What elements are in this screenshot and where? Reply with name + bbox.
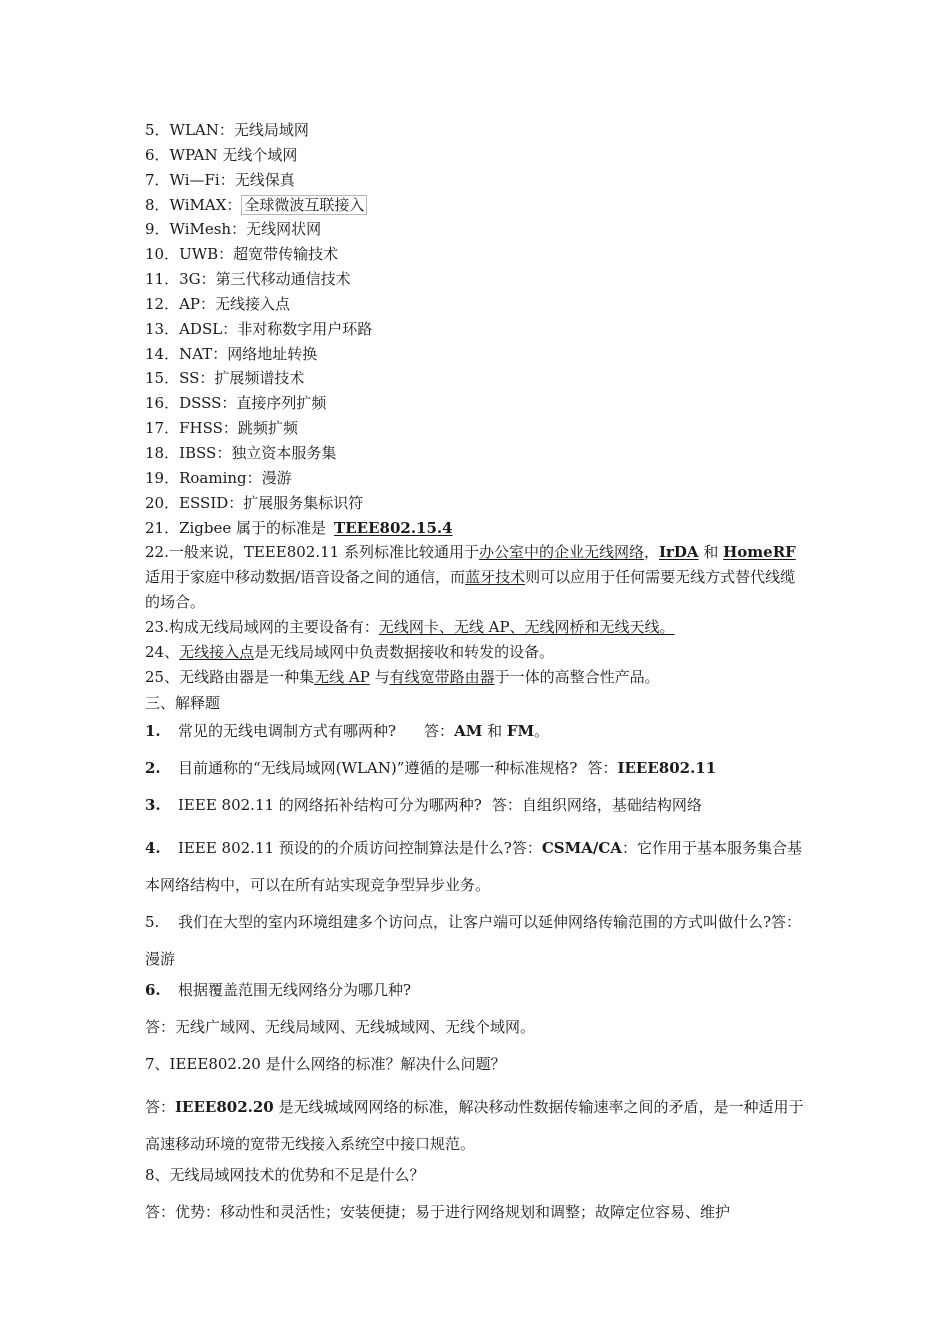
term-item: 17．FHSS：跳频扩频 [145, 419, 298, 438]
fill-answer: 蓝牙技术 [465, 568, 526, 587]
term-list [145, 118, 810, 516]
qa-item-7: 7、IEEE802.20 是什么网络的标准？解决什么问题？ [145, 1055, 506, 1074]
qa-answer-8: 答：优势：移动性和灵活性；安装便捷；易于进行网络规划和调整；故障定位容易、维护 [145, 1203, 731, 1222]
fill-item-24: 24、无线接入点是无线局域网中负责数据接收和转发的设备。 [145, 642, 555, 661]
fill-answer: IrDA [659, 543, 699, 562]
fill-item-25: 25、无线路由器是一种集无线 AP 与有线宽带路由器于一体的高整合性产品。 [145, 667, 660, 686]
term-item: 13．ADSL：非对称数字用户环路 [145, 319, 373, 338]
qa-item-1: 1. 常见的无线电调制方式有哪两种? 答：AM 和 FM。 [145, 722, 550, 741]
qa-item-4: 4. IEEE 802.11 预设的的介质访问控制算法是什么?答：CSMA/CA：它作用于基本服务集合基本网络结构中，可以在所有站实现竞争型异步业务。 [145, 839, 802, 895]
fill-answer: TEEE802.15.4 [334, 518, 453, 537]
term-item: 18．IBSS：独立资本服务集 [145, 443, 337, 462]
qa-item-2: 2. 目前通称的“无线局域网(WLAN)”遵循的是哪一种标准规格? 答：IEEE802.11 [145, 759, 717, 778]
fill-answer: 有线宽带路由器 [389, 667, 495, 686]
qa-answer-6: 答：无线广域网、无线局域网、无线城域网、无线个域网。 [145, 1018, 536, 1037]
term-item: 9．WiMesh：无线网状网 [145, 220, 322, 239]
fill-in-section [145, 516, 810, 690]
term-item: 14．NAT：网络地址转换 [145, 344, 318, 363]
term-item: 7．Wi—Fi：无线保真 [145, 170, 295, 189]
term-item: 10．UWB：超宽带传输技术 [145, 245, 339, 264]
term-item: 20．ESSID：扩展服务集标识符 [145, 493, 364, 512]
term-item: 5．WLAN：无线局域网 [145, 121, 309, 139]
qa-item-6: 6. 根据覆盖范围无线网络分为哪几种? [145, 981, 412, 1000]
fill-answer: HomeRF [723, 543, 796, 562]
document-body [145, 118, 810, 1237]
term-item: 12．AP：无线接入点 [145, 294, 291, 313]
term-item: 11．3G：第三代移动通信技术 [145, 270, 351, 289]
section-title: 三、解释题 [145, 694, 221, 713]
term-item: 8．WiMAX： 全球微波互联接入 [145, 193, 810, 218]
qa-item-3: 3. IEEE 802.11 的网络拓补结构可分为哪两种? 答：自组织网络，基础结构网络 [145, 796, 702, 815]
term-item: 15．SS：扩展频谱技术 [145, 369, 305, 388]
qa-item-8: 8、无线局域网技术的优势和不足是什么？ [145, 1166, 425, 1185]
term-item: 6．WPAN 无线个域网 [145, 145, 298, 164]
fill-answer: 无线接入点 [179, 642, 255, 661]
boxed-term: 全球微波互联接入 [241, 195, 367, 215]
qa-item-5: 5. 我们在大型的室内环境组建多个访问点，让客户端可以延伸网络传输范围的方式叫做什么?答：漫游 [145, 913, 802, 969]
fill-answer: 无线 AP [314, 667, 370, 686]
fill-item-22: 22.一般来说，TEEE802.11 系列标准比较通用于办公室中的企业无线网络，IrDA 和 HomeRF适用于家庭中移动数据/语音设备之间的通信，而蓝牙技术则可以应用于任何需要无线方式替代线缆的场合。 [145, 543, 796, 612]
term-item: 16．DSSS：直接序列扩频 [145, 394, 327, 413]
fill-answer: 办公室中的企业无线网络 [478, 543, 644, 562]
fill-answer: 无线网卡、无线 AP、无线网桥和无线天线。 [378, 617, 675, 636]
term-item: 19．Roaming：漫游 [145, 468, 292, 487]
fill-item-23: 23.构成无线局域网的主要设备有：无线网卡、无线 AP、无线网桥和无线天线。 [145, 617, 675, 636]
qa-section [145, 719, 810, 1237]
fill-item-21: 21．Zigbee 属于的标准是 TEEE802.15.4 [145, 516, 810, 541]
qa-answer-7: 答：IEEE802.20 是无线城域网网络的标准，解决移动性数据传输速率之间的矛盾，是一种适用于高速移动环境的宽带无线接入系统空中接口规范。 [145, 1098, 804, 1154]
